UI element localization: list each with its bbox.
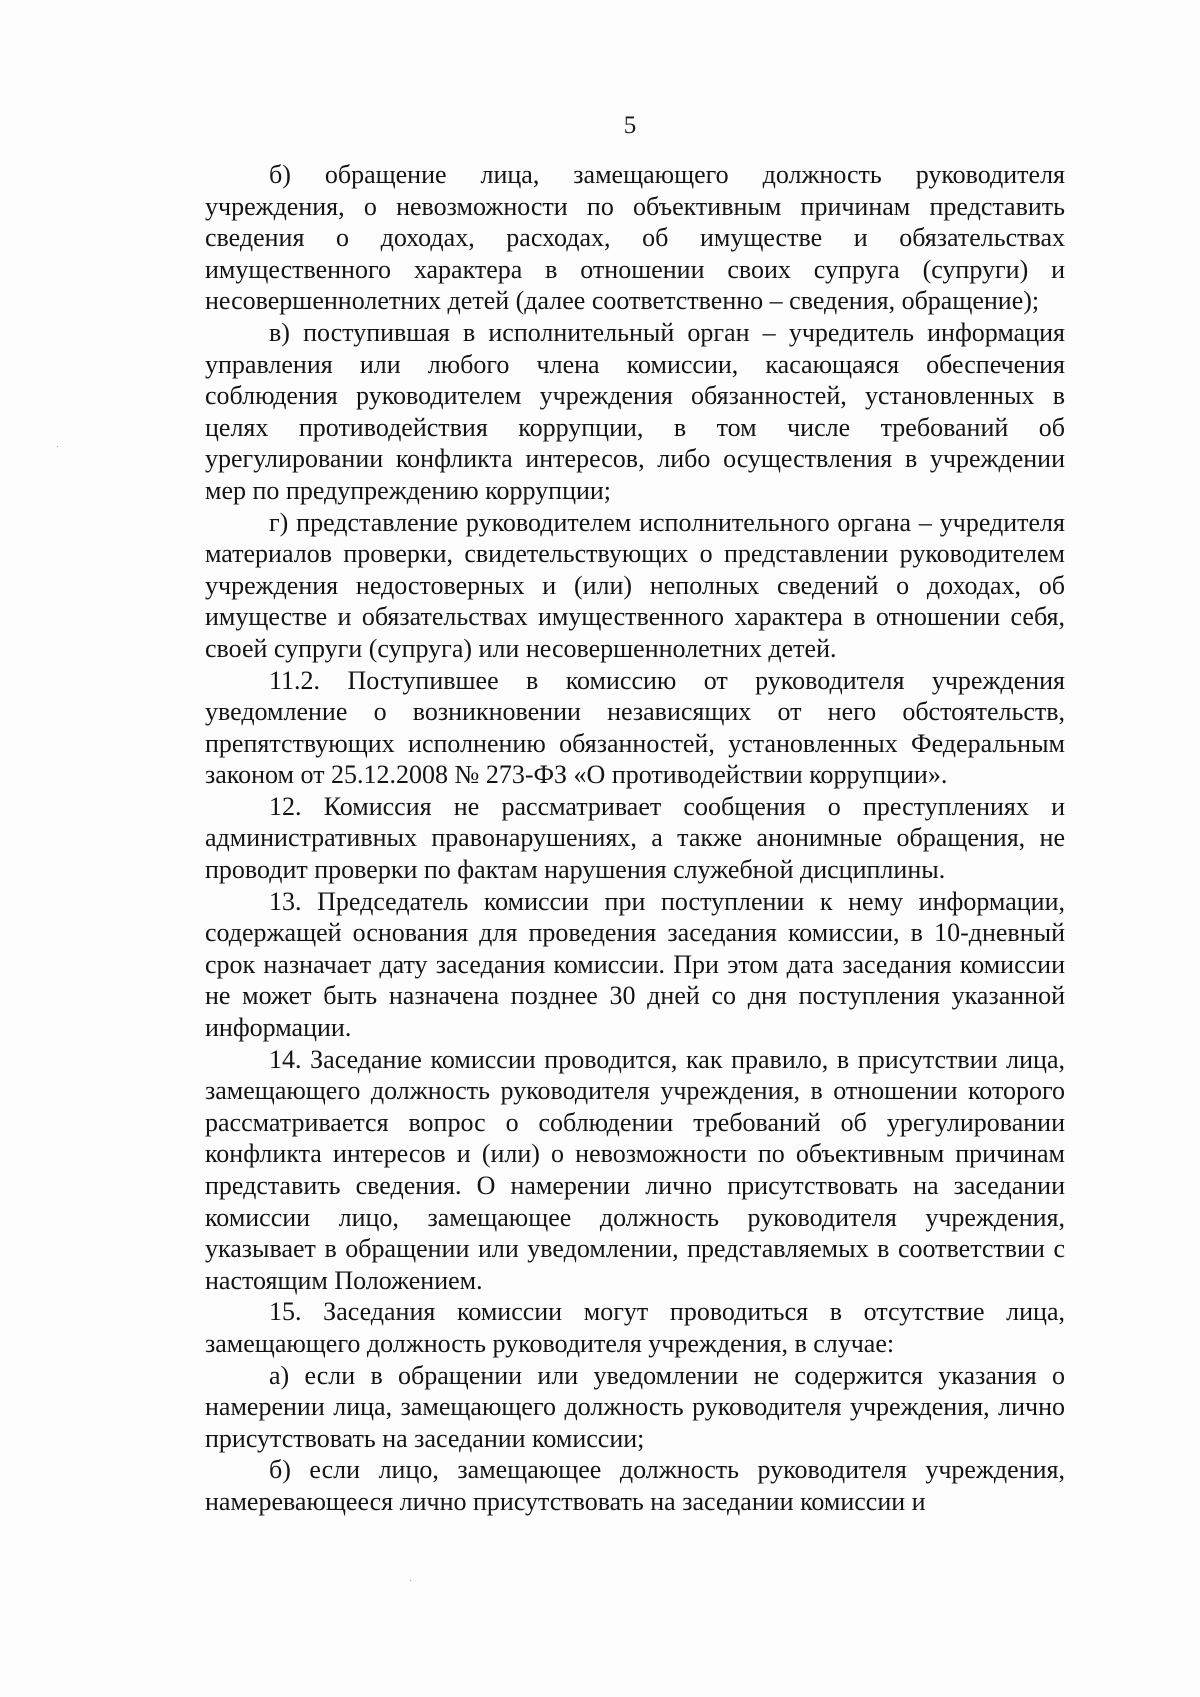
paragraph-12: 12. Комиссия не рассматривает сообщения о преступлениях и административных правонарушениях, а также анонимные обращения, не проводит проверки по фактам нарушения служебной дисциплины. [205, 791, 1065, 885]
scan-artifact [410, 1580, 411, 1581]
paragraph-14: 14. Заседание комиссии проводится, как правило, в присутствии лица, замещающего должность руководителя учреждения, в отношении которого рассматривается вопрос о соблюдении требований об урегулировании конфликта интересов и (или) о невозможности по объективным причинам представить сведения. О намерении лично присутствовать на заседании комиссии лицо, замещающее должность руководителя учреждения, указывает в обращении или уведомлении, представляемых в соответствии с настоящим Положением. [205, 1044, 1065, 1295]
paragraph-item-v: в) поступившая в исполнительный орган – учредитель информация управления или любого члена комиссии, касающаяся обеспечения соблюдения руководителем учреждения обязанностей, установленных в целях противодействия коррупции, в том числе требований об урегулировании конфликта интересов, либо осуществления в учреждении мер по предупреждению коррупции; [205, 317, 1065, 505]
paragraph-15-b: б) если лицо, замещающее должность руководителя учреждения, намеревающееся лично присутствовать на заседании комиссии и [205, 1455, 1065, 1516]
paragraph-15-a: а) если в обращении или уведомлении не содержится указания о намерении лица, замещающего должность руководителя учреждения, лично присутствовать на заседании комиссии; [205, 1360, 1065, 1453]
paragraph-11-2: 11.2. Поступившее в комиссию от руководителя учреждения уведомление о возникновении независящих от него обстоятельств, препятствующих исполнению обязанностей, установленных Федеральным законом от 25.12.2008 № 273-ФЗ «О противодействии коррупции». [205, 665, 1065, 790]
scan-artifact [57, 446, 58, 447]
paragraph-item-b: б) обращение лица, замещающего должность руководителя учреждения, о невозможности по объективным причинам представить сведения о доходах, расходах, об имуществе и обязательствах имущественного характера в отношении своих супруга (супруги) и несовершеннолетних детей (далее соответственно – сведения, обращение); [205, 160, 1065, 316]
page-number: 5 [623, 112, 637, 139]
document-body [205, 159, 1065, 1518]
paragraph-item-g: г) представление руководителем исполнительного органа – учредителя материалов проверки, свидетельствующих о представлении руководителем учреждения недостоверных и (или) неполных сведений о доходах, об имуществе и обязательствах имущественного характера в отношении себя, своей супруги (супруга) или несовершеннолетних детей. [205, 507, 1065, 663]
paragraph-13: 13. Председатель комиссии при поступлении к нему информации, содержащей основания для проведения заседания комиссии, в 10-дневный срок назначает дату заседания комиссии. При этом дата заседания комиссии не может быть назначена позднее 30 дней со дня поступления указанной информации. [205, 886, 1065, 1043]
paragraph-15: 15. Заседания комиссии могут проводиться в отсутствие лица, замещающего должность руководителя учреждения, в случае: [205, 1297, 1065, 1358]
